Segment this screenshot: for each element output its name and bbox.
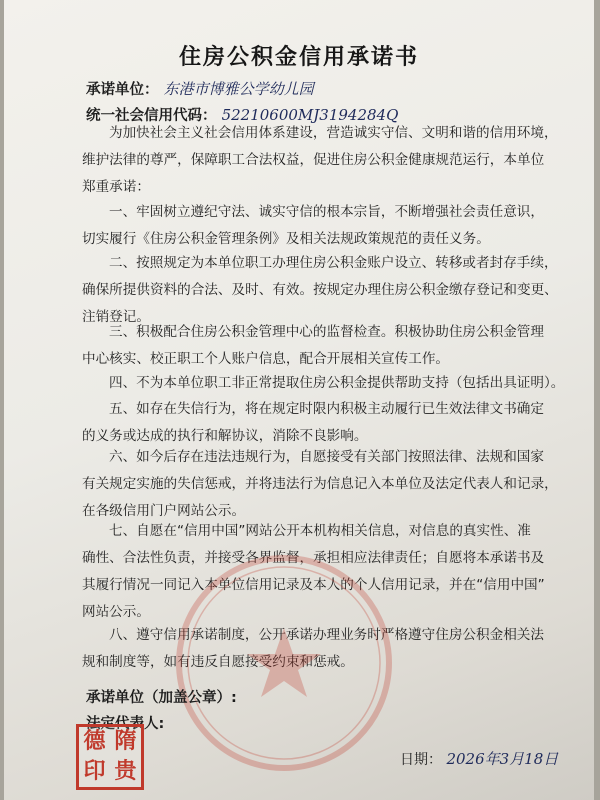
body-line: 切实履行《住房公积金管理条例》及相关法规政策规范的责任义务。 — [82, 231, 490, 247]
body-line: 七、自愿在“信用中国”网站公开本机构相关信息，对信息的真实性、准 — [109, 523, 531, 539]
sign-unit-label: 承诺单位（加盖公章）: — [86, 690, 237, 706]
body-line: 中心核实、校正职工个人账户信息，配合开展相关宣传工作。 — [82, 351, 450, 367]
body-line: 网站公示。 — [82, 604, 150, 620]
body-line: 的义务或达成的执行和解协议，消除不良影响。 — [82, 428, 368, 444]
clause-4 — [82, 370, 574, 397]
body-line: 郑重承诺： — [82, 179, 150, 195]
body-line: 为加快社会主义社会信用体系建设，营造诚实守信、文明和谐的信用环境， — [109, 125, 558, 141]
unit-label: 承诺单位： — [86, 82, 159, 98]
document-page — [4, 0, 594, 800]
body-line: 确保所提供资料的合法、及时、有效。按规定办理住房公积金缴存登记和变更、 — [82, 282, 558, 298]
stamp-char: 印 — [83, 759, 106, 784]
body-line: 有关规定实施的失信惩戒，并将违法行为信息记入本单位及法定代表人和记录， — [82, 476, 558, 492]
clause-6 — [82, 444, 574, 525]
official-seal-icon — [169, 548, 399, 778]
body-line: 在各级信用门户网站公示。 — [82, 503, 246, 519]
stamp-char: 德 — [83, 729, 106, 754]
body-line: 规和制度等，如有违反自愿接受约束和惩戒。 — [82, 654, 354, 670]
body-line: 四、不为本单位职工非正常提取住房公积金提供帮助支持（包括出具证明）。 — [109, 375, 565, 391]
credit-code-handwritten-value: 52210600MJ3194284Q — [221, 106, 399, 124]
body-line: 一、牢固树立遵纪守法、诚实守信的根本宗旨，不断增强社会责任意识， — [109, 204, 544, 220]
body-line: 三、积极配合住房公积金管理中心的监督检查。积极协助住房公积金管理 — [109, 324, 544, 340]
document-title: 住房公积金信用承诺书 — [178, 45, 419, 70]
date-field — [400, 748, 558, 769]
clause-1 — [82, 199, 574, 253]
legal-representative-label: 法定代表人: — [86, 716, 165, 732]
date-label: 日期： — [400, 752, 442, 768]
unit-field — [86, 78, 314, 99]
body-line: 六、如今后存在违法违规行为，自愿接受有关部门按照法律、法规和国家 — [109, 449, 544, 465]
stamp-char: 隋 — [114, 729, 137, 754]
unit-handwritten-value: 东港市博雅公学幼儿园 — [163, 80, 314, 98]
date-handwritten-value: 2026年3月18日 — [446, 750, 559, 768]
body-line: 确性、合法性负责，并接受各界监督，承担相应法律责任；自愿将本承诺书及 — [82, 550, 545, 566]
stamp-char: 贵 — [114, 759, 137, 784]
intro-paragraph — [82, 120, 574, 201]
body-line: 八、遵守信用承诺制度，公开承诺办理业务时严格遵守住房公积金相关法 — [109, 627, 544, 643]
body-line: 五、如存在失信行为，将在规定时限内积极主动履行已生效法律文书确定 — [109, 401, 544, 417]
body-line: 注销登记。 — [82, 309, 150, 325]
clause-3 — [82, 319, 574, 373]
personal-name-stamp — [76, 724, 144, 790]
credit-code-label: 统一社会信用代码： — [86, 108, 217, 124]
body-line: 二、按照规定为本单位职工办理住房公积金账户设立、转移或者封存手续， — [109, 255, 558, 271]
body-line: 其履行情况一同记入本单位信用记录及本人的个人信用记录，并在“信用中国” — [82, 577, 545, 593]
body-line: 维护法律的尊严，保障职工合法权益，促进住房公积金健康规范运行，本单位 — [82, 152, 545, 168]
clause-5 — [82, 396, 574, 450]
